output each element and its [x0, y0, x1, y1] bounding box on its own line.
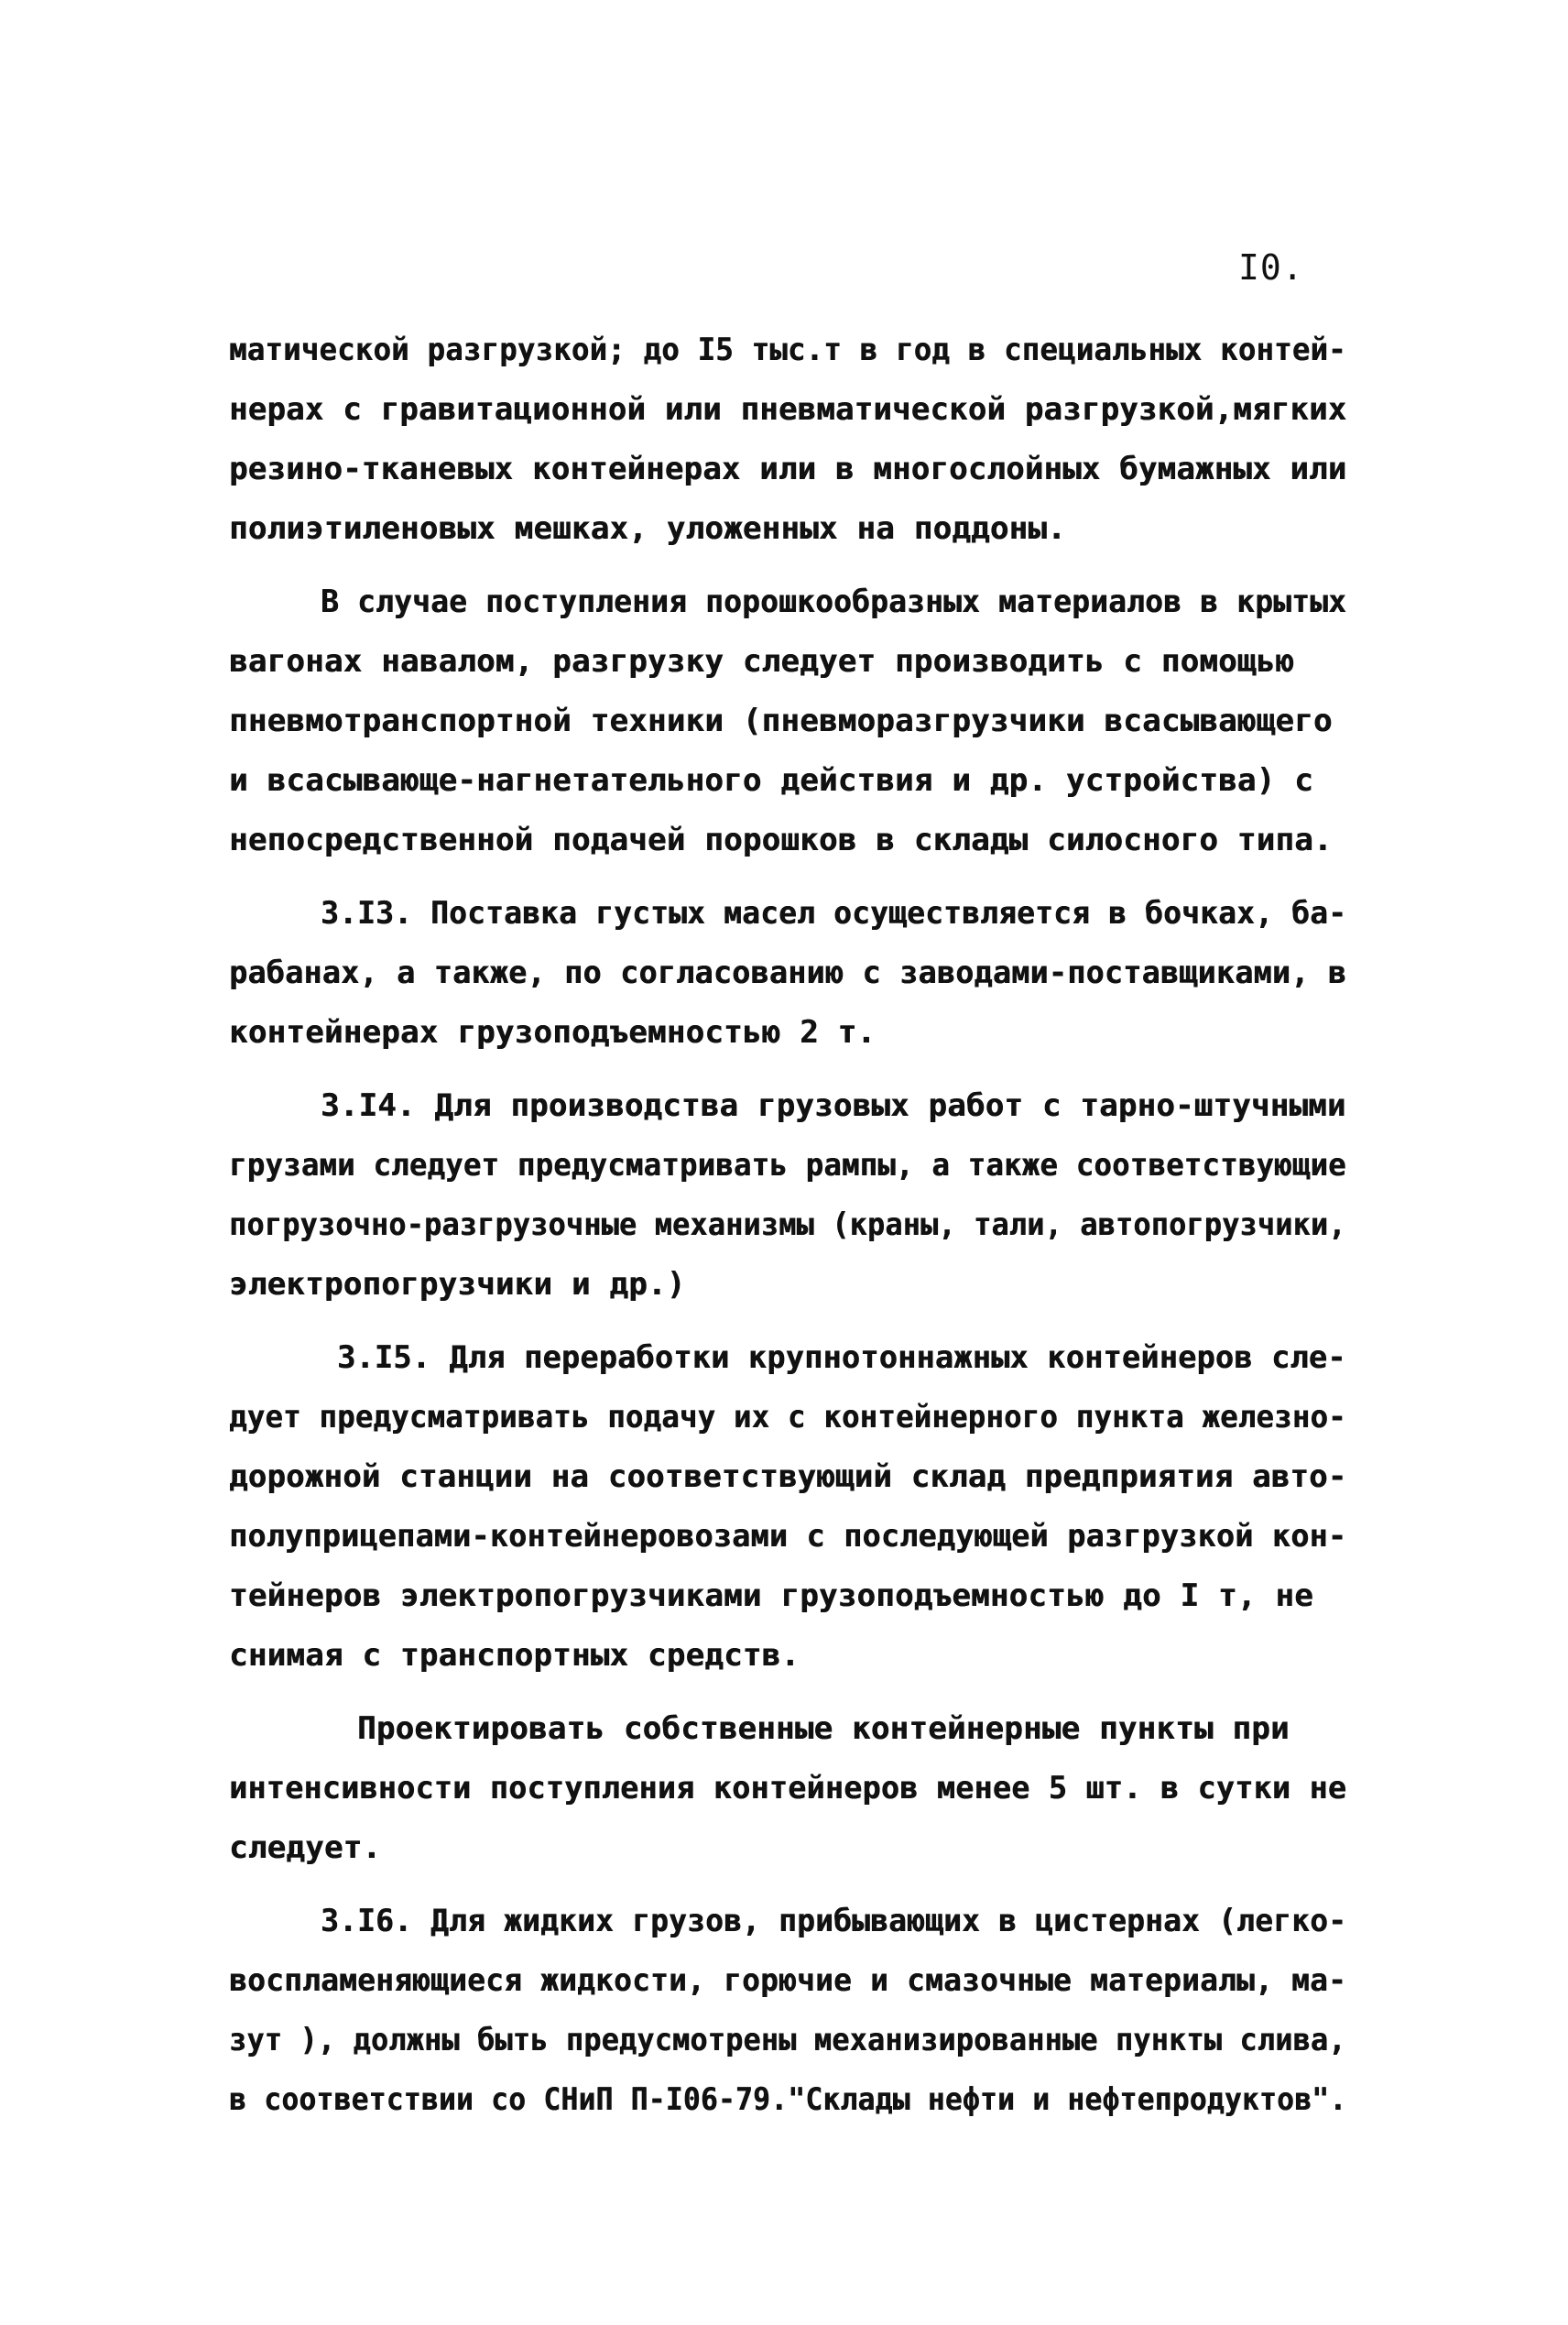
paragraph-6-line-3: следует.	[229, 1829, 382, 1866]
paragraph-3-line-3: контейнерах грузоподъемностью 2 т.	[229, 1014, 877, 1051]
paragraph-1-line-3: резино-тканевых контейнерах или в многослойных бумажных или	[229, 451, 1347, 487]
paragraph-3-line-2: рабанах, а также, по согласованию с заводами-поставщиками, в	[229, 955, 1347, 991]
paragraph-4-line-1: 3.I4. Для производства грузовых работ с тарно-штучными	[321, 1087, 1346, 1124]
paragraph-6-line-2: интенсивности поступления контейнеров менее 5 шт. в сутки не	[229, 1770, 1347, 1807]
paragraph-1-line-1: матической разгрузкой; до I5 тыс.т в год в специальных контей-	[229, 332, 1346, 368]
paragraph-2-line-3: пневмотранспортной техники (пневморазгрузчики всасывающего	[229, 703, 1333, 739]
paragraph-7-line-1: 3.I6. Для жидких грузов, прибывающих в цистернах (легко-	[321, 1903, 1347, 1939]
paragraph-2-line-5: непосредственной подачей порошков в склады силосного типа.	[229, 822, 1333, 858]
paragraph-4-line-3: погрузочно-разгрузочные механизмы (краны, тали, автопогрузчики,	[229, 1206, 1346, 1243]
paragraph-5-line-3: дорожной станции на соответствующий склад предприятия авто-	[229, 1458, 1347, 1495]
paragraph-3-line-1: 3.I3. Поставка густых масел осуществляется в бочках, ба-	[321, 895, 1347, 932]
paragraph-5-line-5: тейнеров электропогрузчиками грузоподъемностью до I т, не	[229, 1577, 1313, 1614]
paragraph-7-line-2: воспламеняющиеся жидкости, горючие и смазочные материалы, ма-	[229, 1962, 1346, 1999]
page-number: I0.	[1238, 247, 1304, 288]
paragraph-4-line-4: электропогрузчики и др.)	[229, 1266, 686, 1303]
paragraph-4-line-2: грузами следует предусматривать рампы, а также соответствующие	[229, 1147, 1346, 1184]
paragraph-7-line-3: зут ), должны быть предусмотрены механизированные пункты слива,	[229, 2022, 1346, 2058]
paragraph-5-line-6: снимая с транспортных средств.	[229, 1637, 800, 1674]
paragraph-1-line-2: нерах с гравитационной или пневматической разгрузкой,мягких	[229, 391, 1347, 428]
paragraph-5-line-2: дует предусматривать подачу их с контейнерного пункта железно-	[229, 1399, 1346, 1435]
paragraph-6-line-1: Проектировать собственные контейнерные пункты при	[357, 1710, 1290, 1747]
paragraph-5-line-4: полуприцепами-контейнеровозами с последующей разгрузкой кон-	[229, 1518, 1347, 1555]
paragraph-7-line-4: в соответствии со СНиП П-I06-79."Склады нефти и нефтепродуктов".	[229, 2081, 1347, 2118]
paragraph-2-line-1: В случае поступления порошкообразных материалов в крытых	[321, 584, 1347, 620]
paragraph-2-line-2: вагонах навалом, разгрузку следует производить с помощью	[229, 643, 1295, 680]
paragraph-5-line-1: 3.I5. Для переработки крупнотоннажных контейнеров сле-	[337, 1339, 1346, 1376]
paragraph-2-line-4: и всасывающе-нагнетательного действия и др. устройства) с	[229, 762, 1313, 799]
paragraph-1-line-4: полиэтиленовых мешках, уложенных на поддоны.	[229, 510, 1066, 547]
